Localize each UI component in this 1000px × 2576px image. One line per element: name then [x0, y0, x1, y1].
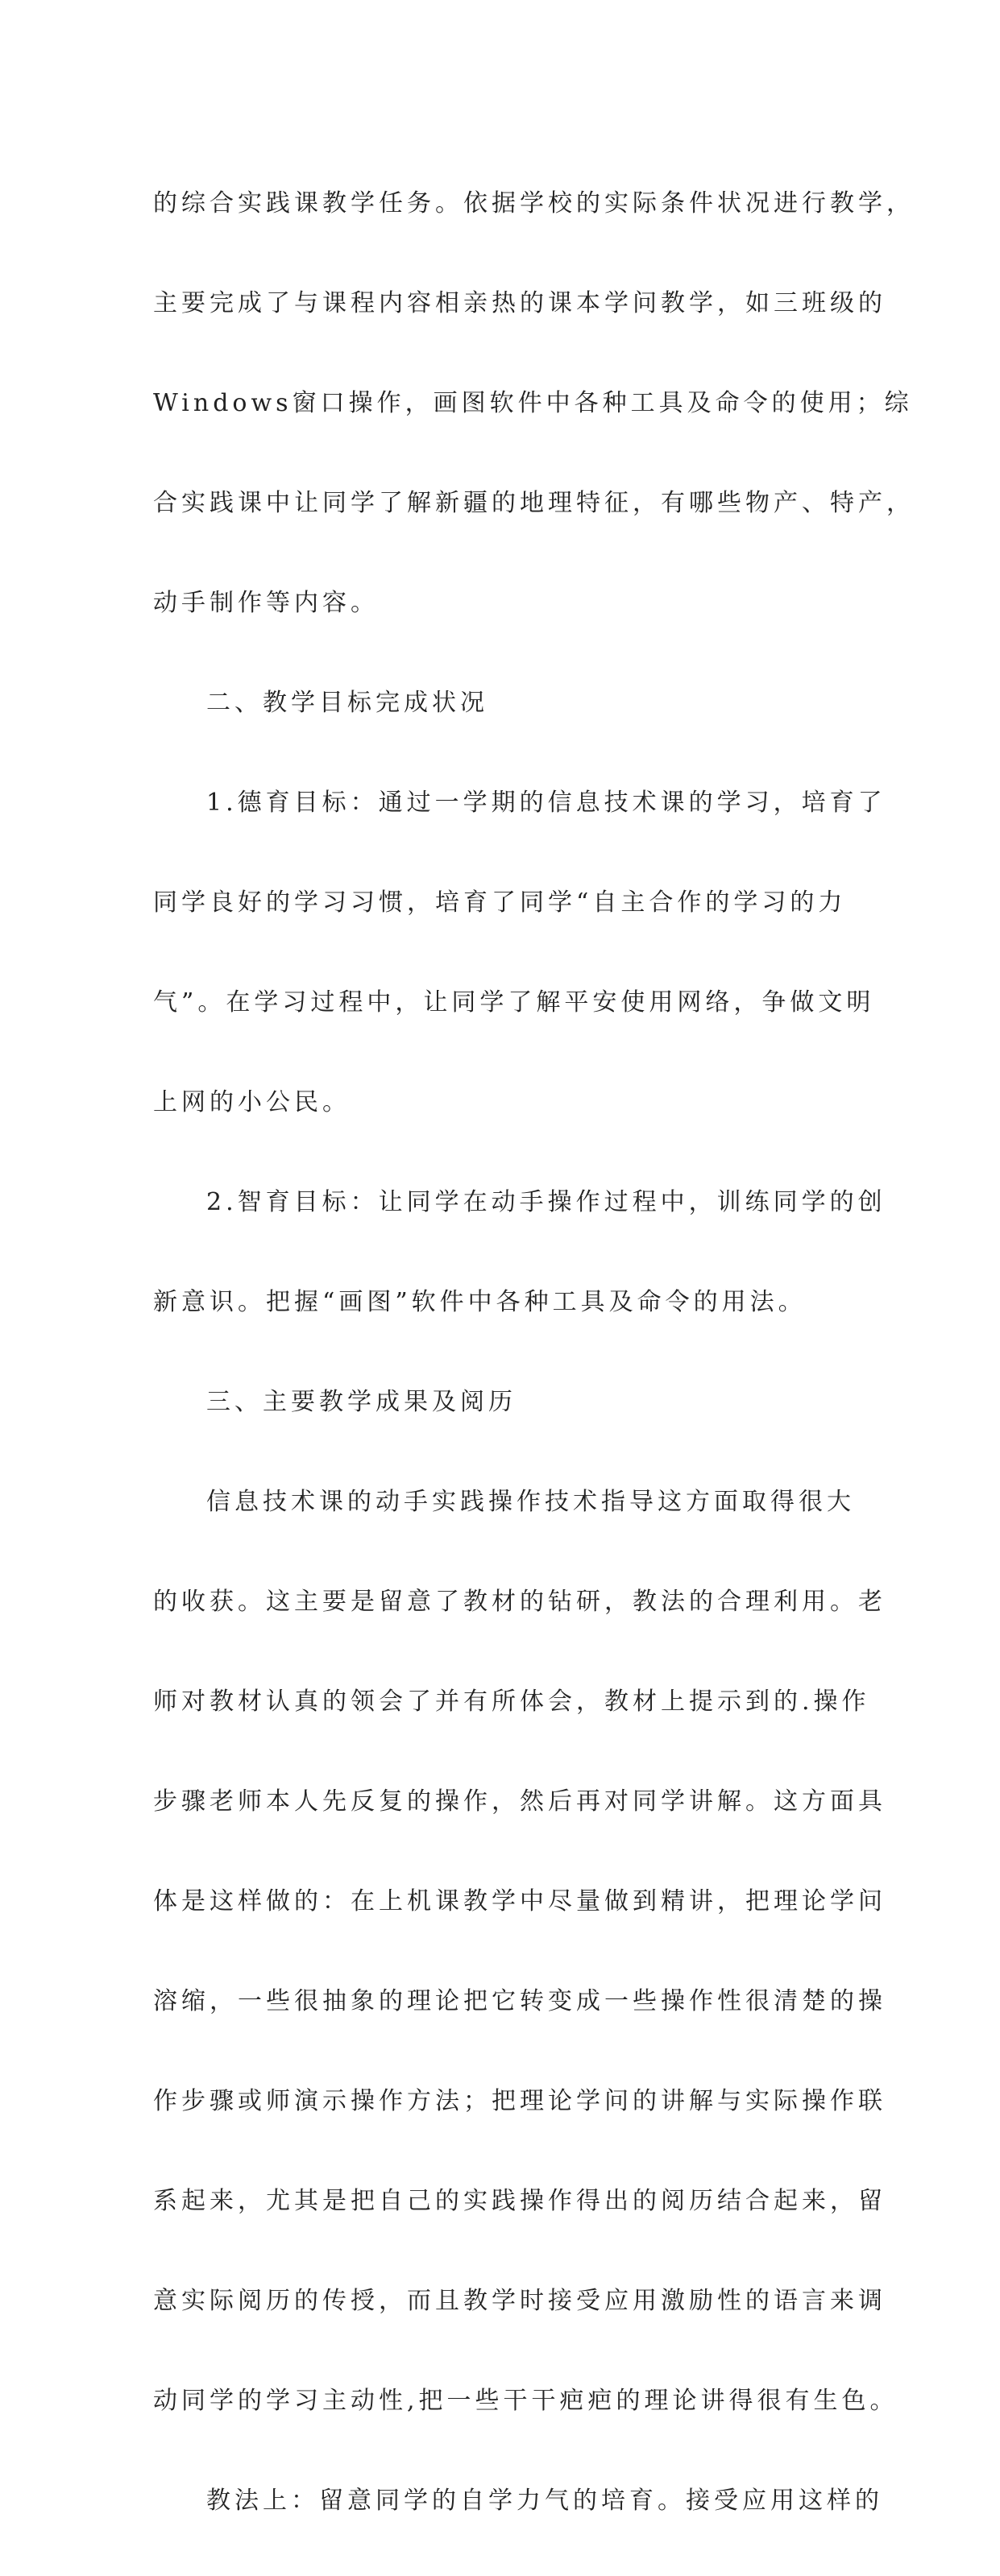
text-line: 上网的小公民。: [153, 1088, 351, 1116]
text-line: 师对教材认真的领会了并有所体会，教材上提示到的.操作: [153, 1688, 870, 1716]
text-line: 动同学的学习主动性,把一些干干疤疤的理论讲得很有生色。: [153, 2387, 898, 2415]
text-line: 作步骤或师演示操作方法；把理论学问的讲解与实际操作联: [153, 2087, 886, 2115]
text-line: 气”。在学习过程中，让同学了解平安使用网络，争做文明: [153, 988, 875, 1017]
section-heading: 二、教学目标完成状况: [206, 689, 488, 717]
text-line: 的综合实践课教学任务。依据学校的实际条件状况进行教学，: [153, 189, 915, 217]
text-line: 体是这样做的：在上机课教学中尽量做到精讲，把理论学问: [153, 1887, 886, 1915]
text-line: 溶缩，一些很抽象的理论把它转变成一些操作性很清楚的操: [153, 1987, 886, 2015]
text-line: 意实际阅历的传授，而且教学时接受应用激励性的语言来调: [153, 2287, 886, 2315]
text-line: 1.德育目标：通过一学期的信息技术课的学习，培育了: [206, 789, 886, 817]
text-line: 信息技术课的动手实践操作技术指导这方面取得很大: [206, 1488, 855, 1516]
text-line: 动手制作等内容。: [153, 589, 379, 617]
text-line: Windows窗口操作，画图软件中各种工具及命令的使用；综: [153, 389, 913, 417]
text-line: 的收获。这主要是留意了教材的钻研，教法的合理利用。老: [153, 1588, 886, 1616]
text-line: 同学良好的学习习惯，培育了同学“自主合作的学习的力: [153, 888, 847, 917]
section-heading: 三、主要教学成果及阅历: [206, 1388, 517, 1416]
text-line: 教法上：留意同学的自学力气的培育。接受应用这样的: [206, 2487, 883, 2515]
text-line: 新意识。把握“画图”软件中各种工具及命令的用法。: [153, 1288, 807, 1316]
body-text: [153, 129, 915, 2576]
text-line: 系起来，尤其是把自己的实践操作得出的阅历结合起来，留: [153, 2187, 886, 2215]
text-line: 步骤老师本人先反复的操作，然后再对同学讲解。这方面具: [153, 1787, 886, 1816]
text-line: 合实践课中让同学了解新疆的地理特征，有哪些物产、特产，: [153, 489, 915, 517]
text-line: 主要完成了与课程内容相亲热的课本学问教学，如三班级的: [153, 289, 886, 317]
text-line: 2.智育目标：让同学在动手操作过程中，训练同学的创: [206, 1188, 886, 1216]
